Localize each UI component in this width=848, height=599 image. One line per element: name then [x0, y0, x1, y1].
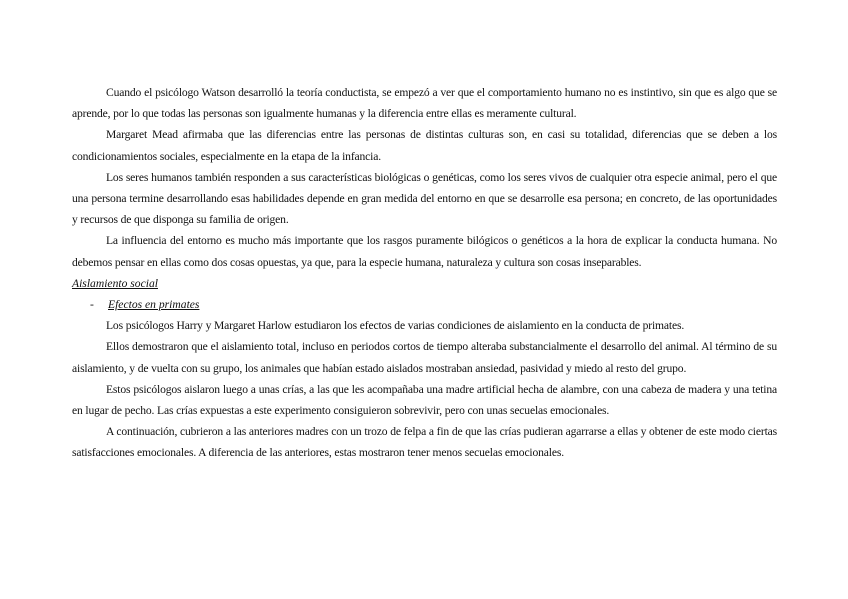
paragraph-aislamiento-total: Ellos demostraron que el aislamiento total, incluso en periodos cortos de tiempo alteraba substancialmente el desarrollo del animal. Al término de su aislamiento, y de vuelta con su grupo, los animales que habían estado aislados mostraban ansiedad, pasividad y miedo al resto del grupo. — [72, 340, 777, 375]
paragraph-madre-artificial: Estos psicólogos aislaron luego a unas crías, a las que les acompañaba una madre artificial hecha de alambre, con una cabeza de madera y una tetina en lugar de pecho. Las crías expuestas a este experimento consiguieron sobrevivir, pero con unas secuelas emocionales. — [72, 382, 777, 418]
subsection-heading-label: Efectos en primates — [108, 298, 200, 312]
paragraph-harlow: Los psicólogos Harry y Margaret Harlow estudiaron los efectos de varias condiciones de aislamiento en la conducta de primates. — [106, 319, 685, 333]
paragraph-watson: Cuando el psicólogo Watson desarrolló la teoría conductista, se empezó a ver que el comportamiento humano no es instintivo, sin que es algo que se aprende, por lo que todas las personas son igualmente humanas y la diferencia entre ellas es meramente cultural. — [72, 86, 777, 121]
paragraph-biologia: Los seres humanos también responden a sus características biológicas o genéticas, como los seres vivos de cualquier otra especie animal, pero el que una persona termine desarrollando esas habilidades depende en gran medida del entorno en que se desarrolle esa persona; en concreto, de las oportunidades y recursos de que disponga su familia de origen. — [72, 170, 777, 227]
document-page — [72, 82, 777, 464]
paragraph-mead: Margaret Mead afirmaba que las diferencias entre las personas de distintas culturas son, en casi su totalidad, diferencias que se deben a los condicionamientos sociales, especialmente en la etapa de la infancia. — [72, 128, 777, 163]
section-heading-aislamiento: Aislamiento social — [72, 276, 158, 290]
paragraph-entorno: La influencia del entorno es mucho más importante que los rasgos puramente bilógicos o genéticos a la hora de explicar la conducta humana. No debemos pensar en ellas como dos cosas opuestas, ya que, para la especie humana, naturaleza y cultura son cosas inseparables. — [72, 234, 777, 269]
paragraph-felpa: A continuación, cubrieron a las anteriores madres con un trozo de felpa a fin de que las crías pudieran agarrarse a ellas y obtener de este modo ciertas satisfacciones emocionales. A diferencia de las anteriores, estas mostraron tener menos secuelas emocionales. — [72, 425, 777, 460]
list-dash: - — [90, 298, 94, 312]
subsection-heading-primates — [72, 294, 777, 315]
